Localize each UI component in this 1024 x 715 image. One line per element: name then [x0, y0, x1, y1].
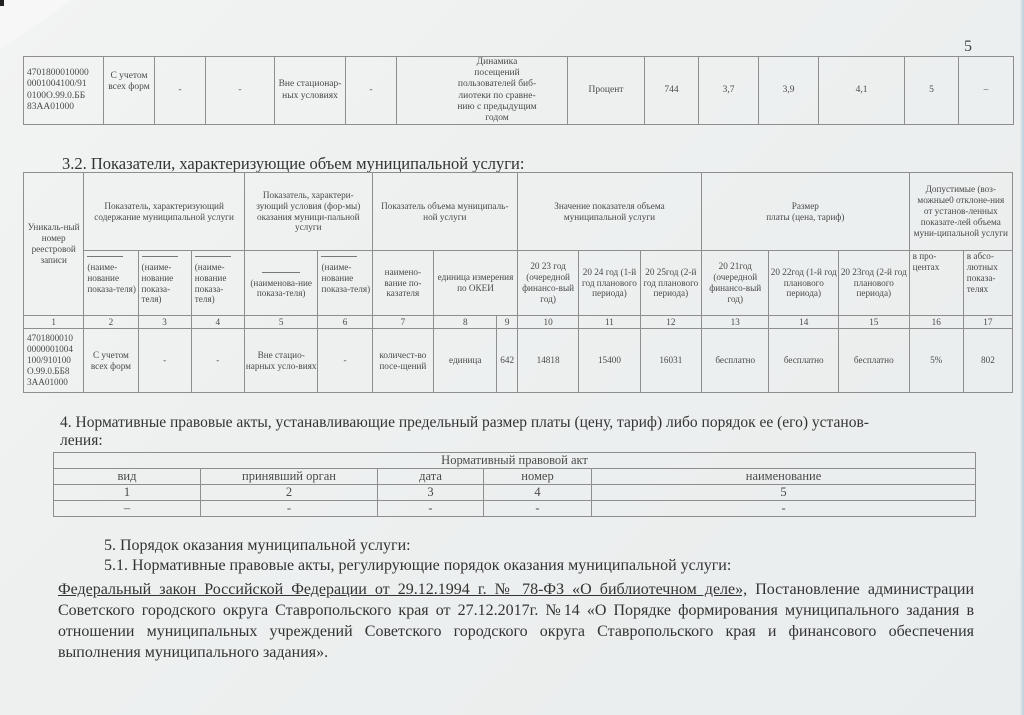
volume-indicators-table — [23, 172, 1013, 393]
npa-colnum: 3 — [378, 485, 484, 501]
column-number-13: 13 — [702, 316, 769, 329]
npa-group-header: Нормативный правовой акт — [54, 453, 976, 469]
section-5-1-heading: 5.1. Нормативные правовые акты, регулирующие порядок оказания муниципальной услуги: — [104, 557, 732, 574]
okei-code-cell: 744 — [645, 57, 699, 125]
value-2023-cell: 3,7 — [699, 57, 759, 125]
registry-number-cell — [24, 57, 104, 125]
scan-edge-right — [1020, 0, 1024, 715]
section-4-heading: 4. Нормативные правовые акты, устанавливающие предельный размер платы (цену, тариф) либо порядок ее (его) установ- — [60, 414, 869, 431]
condition-1-cell: Вне стационар-ных условиях — [275, 57, 346, 125]
sub-header-2024: 20 24 год (1-й год планового периода) — [579, 251, 640, 316]
fee-2022-cell: бесплатно — [769, 329, 839, 393]
table-row — [24, 329, 1013, 393]
unit-name-cell: Процент — [568, 57, 645, 125]
deviation-percent-cell: 5% — [909, 329, 963, 393]
sub-header-text: (наиме-нование показа-теля) — [141, 261, 174, 305]
header-deviation-group: Допустимые (воз-можные0 отклоне-ния от установ-ленных показате-лей объема муни-ципальной услуги — [909, 173, 1012, 251]
header-fee-group — [702, 173, 910, 251]
column-number-2: 2 — [84, 316, 138, 329]
column-number-7: 7 — [372, 316, 433, 329]
condition-1-cell: Вне стацио-нарных усло-виях — [244, 329, 318, 393]
sub-header-text: (наиме-нование показа-теля) — [194, 261, 227, 305]
condition-2-cell: - — [318, 329, 372, 393]
npa-header-row — [54, 469, 976, 485]
blank-line — [142, 256, 178, 257]
header-row-groups — [24, 173, 1013, 251]
sub-header-content-3 — [191, 251, 244, 316]
okei-code-cell: 642 — [497, 329, 517, 393]
header-registry: Уникаль-ный номер реестровой записи — [24, 173, 84, 316]
normative-acts-paragraph — [58, 579, 974, 663]
page-number: 5 — [964, 38, 972, 55]
sub-header-volume-name: наимено-вание по-казателя — [372, 251, 433, 316]
npa-column-number-row — [54, 485, 976, 501]
quality-indicators-table-continued — [23, 56, 1014, 125]
content-3-cell: - — [206, 57, 275, 125]
page-fold-shadow — [0, 0, 70, 50]
registry-line: 0001004100/91 — [27, 79, 87, 90]
blank-line — [87, 256, 123, 257]
registry-line: 83АА01000 — [27, 101, 74, 112]
content-3-cell: - — [191, 329, 244, 393]
header-fee-line1: Размер — [791, 200, 819, 211]
fee-2023-cell: бесплатно — [839, 329, 910, 393]
content-indicator-cell: С учетом всех форм — [104, 57, 155, 125]
npa-header-date: дата — [378, 469, 484, 485]
header-volume-group: Показатель объема муниципаль-ной услуги — [372, 173, 517, 251]
column-number-6: 6 — [318, 316, 372, 329]
npa-cell: - — [378, 501, 484, 517]
normative-acts-table — [53, 452, 976, 517]
content-2-cell: - — [138, 329, 191, 393]
value-2025-cell: 4,1 — [819, 57, 905, 125]
column-number-row — [24, 316, 1013, 329]
registry-line: 3АА01000 — [27, 376, 68, 387]
value-2024-cell: 3,9 — [759, 57, 819, 125]
value-2023-cell: 14818 — [517, 329, 578, 393]
npa-cell: - — [484, 501, 592, 517]
column-number-17: 17 — [963, 316, 1012, 329]
blank-line — [195, 256, 231, 257]
condition-2-cell: - — [346, 57, 397, 125]
header-row-sub — [24, 251, 1013, 316]
column-number-10: 10 — [517, 316, 578, 329]
npa-group-header-row — [54, 453, 976, 469]
section-5-heading: 5. Порядок оказания муниципальной услуги: — [104, 537, 411, 554]
sub-header-absolute: в абсо-лютных показа-телях — [963, 251, 1012, 316]
column-number-5: 5 — [244, 316, 318, 329]
npa-colnum: 1 — [54, 485, 201, 501]
content-indicator-cell: С учетом всех форм — [84, 329, 138, 393]
unit-name-cell: единица — [434, 329, 497, 393]
registry-line: 4701800010000 — [27, 68, 89, 79]
resolution-reference: Постановление администрации Советского городского округа Ставропольского края от 27.12.2017г. №14 «О Порядке формирования муниципального задания в отношении муниципальных учреждений Советского городского округа Ставропольского края и финансового обеспечения выполнения муниципального задания». — [58, 581, 975, 661]
sub-header-content-2 — [138, 251, 191, 316]
sub-header-text: (наименова-ние показа-теля) — [250, 277, 312, 299]
sub-header-content-1 — [84, 251, 138, 316]
npa-header-number: номер — [484, 469, 592, 485]
column-number-9: 9 — [497, 316, 517, 329]
value-2025-cell: 16031 — [640, 329, 701, 393]
header-value-group: Значение показателя объема муниципальной услуги — [517, 173, 701, 251]
blank-line — [262, 272, 300, 273]
registry-line: О.99.0.ББ8 — [27, 365, 70, 376]
registry-line: 4701800010 — [27, 333, 73, 344]
deviation-percent-cell: 5 — [905, 57, 959, 125]
column-number-11: 11 — [579, 316, 640, 329]
npa-colnum: 2 — [201, 485, 378, 501]
sub-header-condition-2 — [318, 251, 372, 316]
blank-line — [321, 256, 357, 257]
content-2-cell: - — [155, 57, 206, 125]
registry-number-cell — [24, 329, 84, 393]
column-number-14: 14 — [769, 316, 839, 329]
column-number-12: 12 — [640, 316, 701, 329]
column-number-3: 3 — [138, 316, 191, 329]
sub-header-percent: в про-центах — [909, 251, 963, 316]
sub-header-fee-2022: 20 22год (1-й год планового периода) — [769, 251, 839, 316]
npa-cell: - — [201, 501, 378, 517]
npa-header-type: вид — [54, 469, 201, 485]
quality-indicator-name-cell: Динамика посещений пользователей биб-лиотеки по сравне-нию с предыдущим годом — [397, 57, 568, 125]
section-3-2-heading: 3.2. Показатели, характеризующие объем муниципальной услуги: — [62, 154, 525, 173]
deviation-absolute-cell: 802 — [963, 329, 1012, 393]
header-conditions-group: Показатель, характери-зующий условия (фор-мы) оказания муници-пальной услуги — [244, 173, 372, 251]
column-number-1: 1 — [24, 316, 84, 329]
header-fee-line2: платы (цена, тариф) — [766, 211, 845, 222]
npa-header-title: наименование — [592, 469, 976, 485]
table-row — [54, 501, 976, 517]
volume-name-cell: количест-во посе-щений — [372, 329, 433, 393]
npa-cell: – — [54, 501, 201, 517]
npa-colnum: 4 — [484, 485, 592, 501]
scan-edge — [0, 0, 4, 6]
sub-header-text: (наиме-нование показа-теля) — [87, 261, 136, 294]
registry-line: 0100О.99.0.ББ — [27, 90, 86, 101]
npa-header-authority: принявший орган — [201, 469, 378, 485]
value-2024-cell: 15400 — [579, 329, 640, 393]
table-row — [24, 57, 1014, 125]
deviation-absolute-cell: – — [959, 57, 1014, 125]
sub-header-2023: 20 23 год (очередной финансо-вый год) — [517, 251, 578, 316]
sub-header-fee-2021: 20 21год (очередной финансо-вый год) — [702, 251, 769, 316]
npa-cell: - — [592, 501, 976, 517]
column-number-15: 15 — [839, 316, 910, 329]
section-4-heading-cont: ления: — [60, 432, 103, 449]
sub-header-unit-okei: единица измерения по ОКЕИ — [434, 251, 518, 316]
sub-header-condition-1 — [244, 251, 318, 316]
sub-header-2025: 20 25год (2-й год планового периода) — [640, 251, 701, 316]
column-number-16: 16 — [909, 316, 963, 329]
federal-law-reference: Федеральный закон Российской Федерации от 29.12.1994 г. № 78-ФЗ «О библиотечном деле», — [58, 581, 748, 598]
registry-line: 0000001004 — [27, 344, 73, 355]
npa-colnum: 5 — [592, 485, 976, 501]
registry-line: 100/910100 — [27, 355, 71, 366]
column-number-4: 4 — [191, 316, 244, 329]
sub-header-text: (наиме-нование показа-теля) — [321, 261, 371, 294]
fee-2021-cell: бесплатно — [702, 329, 769, 393]
sub-header-fee-2023: 20 23год (2-й год планового периода) — [839, 251, 910, 316]
header-content-group: Показатель, характеризующий содержание муниципальной услуги — [84, 173, 245, 251]
column-number-8: 8 — [434, 316, 497, 329]
